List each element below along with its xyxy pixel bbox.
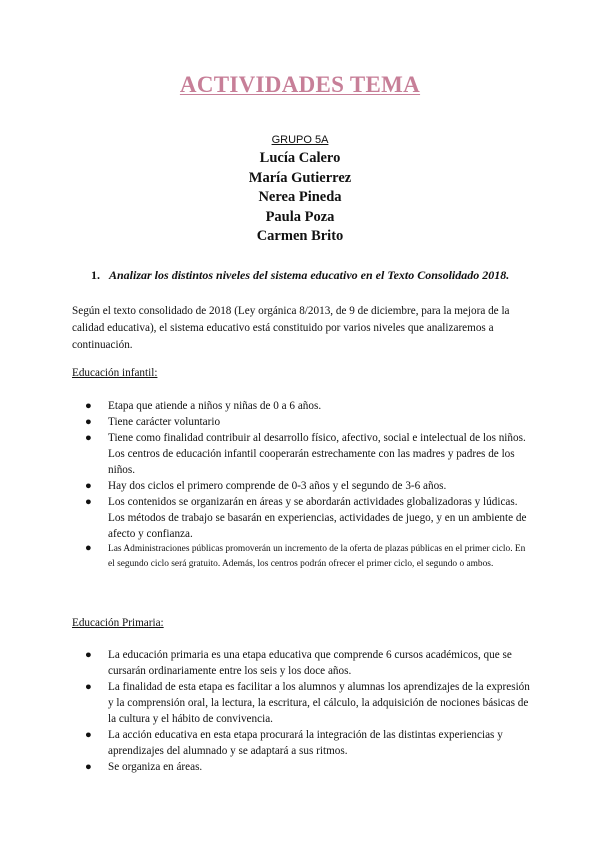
list-item-text: Se organiza en áreas. — [108, 761, 203, 773]
list-item — [72, 727, 532, 759]
list-item — [72, 494, 532, 542]
list-item — [72, 430, 532, 478]
list-item-text: Tiene como finalidad contribuir al desarrollo físico, afectivo, social e intelectual de los niños. Los centros de educación infantil cooperarán estrechamente con las madres y padres de los niños. — [108, 432, 526, 476]
list-item-text: Las Administraciones públicas promoverán un incremento de la oferta de plazas públicas en el primer ciclo. En el segundo ciclo será gratuito. Además, los centros podrán ofrecer el primer ciclo, el segundo o ambos. — [108, 544, 526, 569]
list-item — [72, 542, 532, 571]
list-item — [72, 478, 532, 494]
bullet-icon: ● — [85, 416, 92, 428]
bullet-icon: ● — [85, 480, 92, 492]
list-item — [72, 398, 532, 414]
question-heading — [91, 268, 509, 283]
document-title: ACTIVIDADES TEMA — [179, 72, 421, 97]
bullet-icon: ● — [85, 761, 92, 773]
bullet-icon: ● — [85, 649, 92, 661]
infantil-bullet-list — [72, 398, 532, 571]
list-item-text: Tiene carácter voluntario — [108, 416, 221, 428]
bullet-icon: ● — [85, 729, 92, 741]
members-list — [0, 149, 600, 247]
section-heading-primaria: Educación Primaria: — [72, 617, 164, 629]
list-item-text: La finalidad de esta etapa es facilitar a los alumnos y alumnas los aprendizajes de la expresión y la comprensión oral, la lectura, la escritura, el cálculo, la adquisición de nociones básicas de la cultura y el hábito de convivencia. — [108, 681, 530, 725]
bullet-icon: ● — [85, 400, 92, 412]
member-name: Carmen Brito — [256, 228, 344, 244]
list-item-text: Los contenidos se organizarán en áreas y se abordarán actividades globalizadoras y lúdicas. Los métodos de trabajo se basarán en experiencias, actividades de juego, y en un ambiente de afecto y confianza. — [108, 496, 527, 540]
list-item — [72, 647, 532, 679]
member-name: Lucía Calero — [259, 150, 341, 166]
group-label: GRUPO 5A — [271, 134, 329, 146]
primaria-bullet-list — [72, 647, 532, 775]
section-heading-infantil: Educación infantil: — [72, 367, 158, 379]
question-number: 1. — [91, 268, 100, 282]
bullet-icon: ● — [85, 496, 92, 508]
question-text: Analizar los distintos niveles del sistema educativo en el Texto Consolidado 2018. — [109, 268, 510, 282]
member-name: Nerea Pineda — [258, 189, 342, 205]
intro-paragraph: Según el texto consolidado de 2018 (Ley orgánica 8/2013, de 9 de diciembre, para la mejora de la calidad educativa), el sistema educativo está constituido por varios niveles que analizaremos a continuación. — [72, 305, 510, 351]
bullet-icon: ● — [85, 681, 92, 693]
list-item — [72, 414, 532, 430]
list-item-text: Hay dos ciclos el primero comprende de 0-3 años y el segundo de 3-6 años. — [108, 480, 447, 492]
list-item-text: Etapa que atiende a niños y niñas de 0 a 6 años. — [108, 400, 322, 412]
list-item — [72, 759, 532, 775]
list-item-text: La acción educativa en esta etapa procurará la integración de las distintas experiencias y aprendizajes del alumnado y se adaptará a sus ritmos. — [108, 729, 503, 757]
list-item-text: La educación primaria es una etapa educativa que comprende 6 cursos académicos, que se cursarán ordinariamente entre los seis y los doce años. — [108, 649, 512, 677]
bullet-icon: ● — [85, 432, 92, 444]
list-item — [72, 679, 532, 727]
member-name: Paula Poza — [265, 208, 335, 225]
member-name: María Gutierrez — [248, 169, 352, 186]
bullet-icon: ● — [85, 542, 92, 554]
